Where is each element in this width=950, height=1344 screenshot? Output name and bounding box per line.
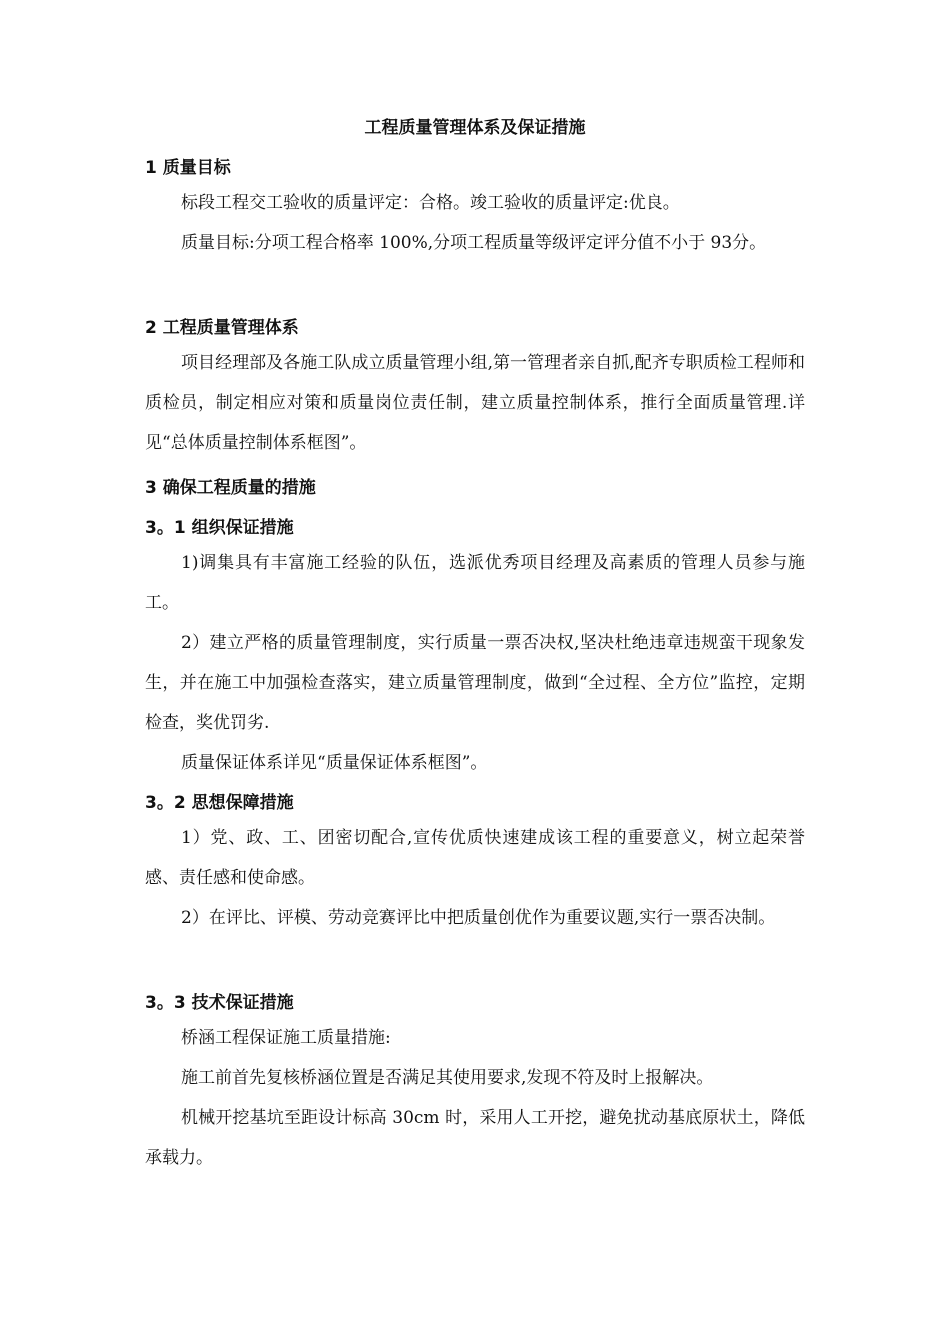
heading-quality-goal: 1 质量目标 — [145, 158, 231, 178]
heading-management-system: 2 工程质量管理体系 — [145, 318, 299, 338]
heading-measures: 3 确保工程质量的措施 — [145, 478, 316, 498]
paragraph-ideology-2: 2）在评比、评模、劳动竞赛评比中把质量创优作为重要议题,实行一票否决制。 — [181, 908, 776, 928]
heading-ideology: 3。2 思想保障措施 — [145, 793, 294, 813]
document-title: 工程质量管理体系及保证措施 — [364, 118, 586, 138]
paragraph-management-system: 项目经理部及各施工队成立质量管理小组,第一管理者亲自抓,配齐专职质检工程师和质检员，制定相应对策和质量岗位责任制，建立质量控制体系，推行全面质量管理.详见“总体质量控制体系框图”。 — [145, 353, 805, 453]
paragraph-technical-3: 机械开挖基坑至距设计标高 30cm 时，采用人工开挖，避免扰动基底原状土，降低承载力。 — [145, 1108, 805, 1168]
paragraph-technical-2: 施工前首先复核桥涵位置是否满足其使用要求,发现不符及时上报解决。 — [181, 1068, 714, 1088]
paragraph-quality-system: 质量保证体系详见“质量保证体系框图”。 — [181, 753, 488, 773]
paragraph-organization-2: 2）建立严格的质量管理制度，实行质量一票否决权,坚决杜绝违章违规蛮干现象发生，并在施工中加强检查落实，建立质量管理制度，做到“全过程、全方位”监控，定期检查，奖优罚劣. — [145, 633, 805, 733]
paragraph-acceptance: 标段工程交工验收的质量评定：合格。竣工验收的质量评定:优良。 — [181, 193, 680, 213]
paragraph-quality-goal: 质量目标:分项工程合格率 100%,分项工程质量等级评定评分值不小于 93分。 — [181, 233, 767, 253]
paragraph-ideology-1: 1）党、政、工、团密切配合,宣传优质快速建成该工程的重要意义，树立起荣誉感、责任感和使命感。 — [145, 828, 805, 888]
paragraph-organization-1: 1)调集具有丰富施工经验的队伍，选派优秀项目经理及高素质的管理人员参与施工。 — [145, 553, 805, 613]
heading-organization: 3。1 组织保证措施 — [145, 518, 294, 538]
heading-technical: 3。3 技术保证措施 — [145, 993, 294, 1013]
paragraph-technical-1: 桥涵工程保证施工质量措施: — [181, 1028, 391, 1048]
